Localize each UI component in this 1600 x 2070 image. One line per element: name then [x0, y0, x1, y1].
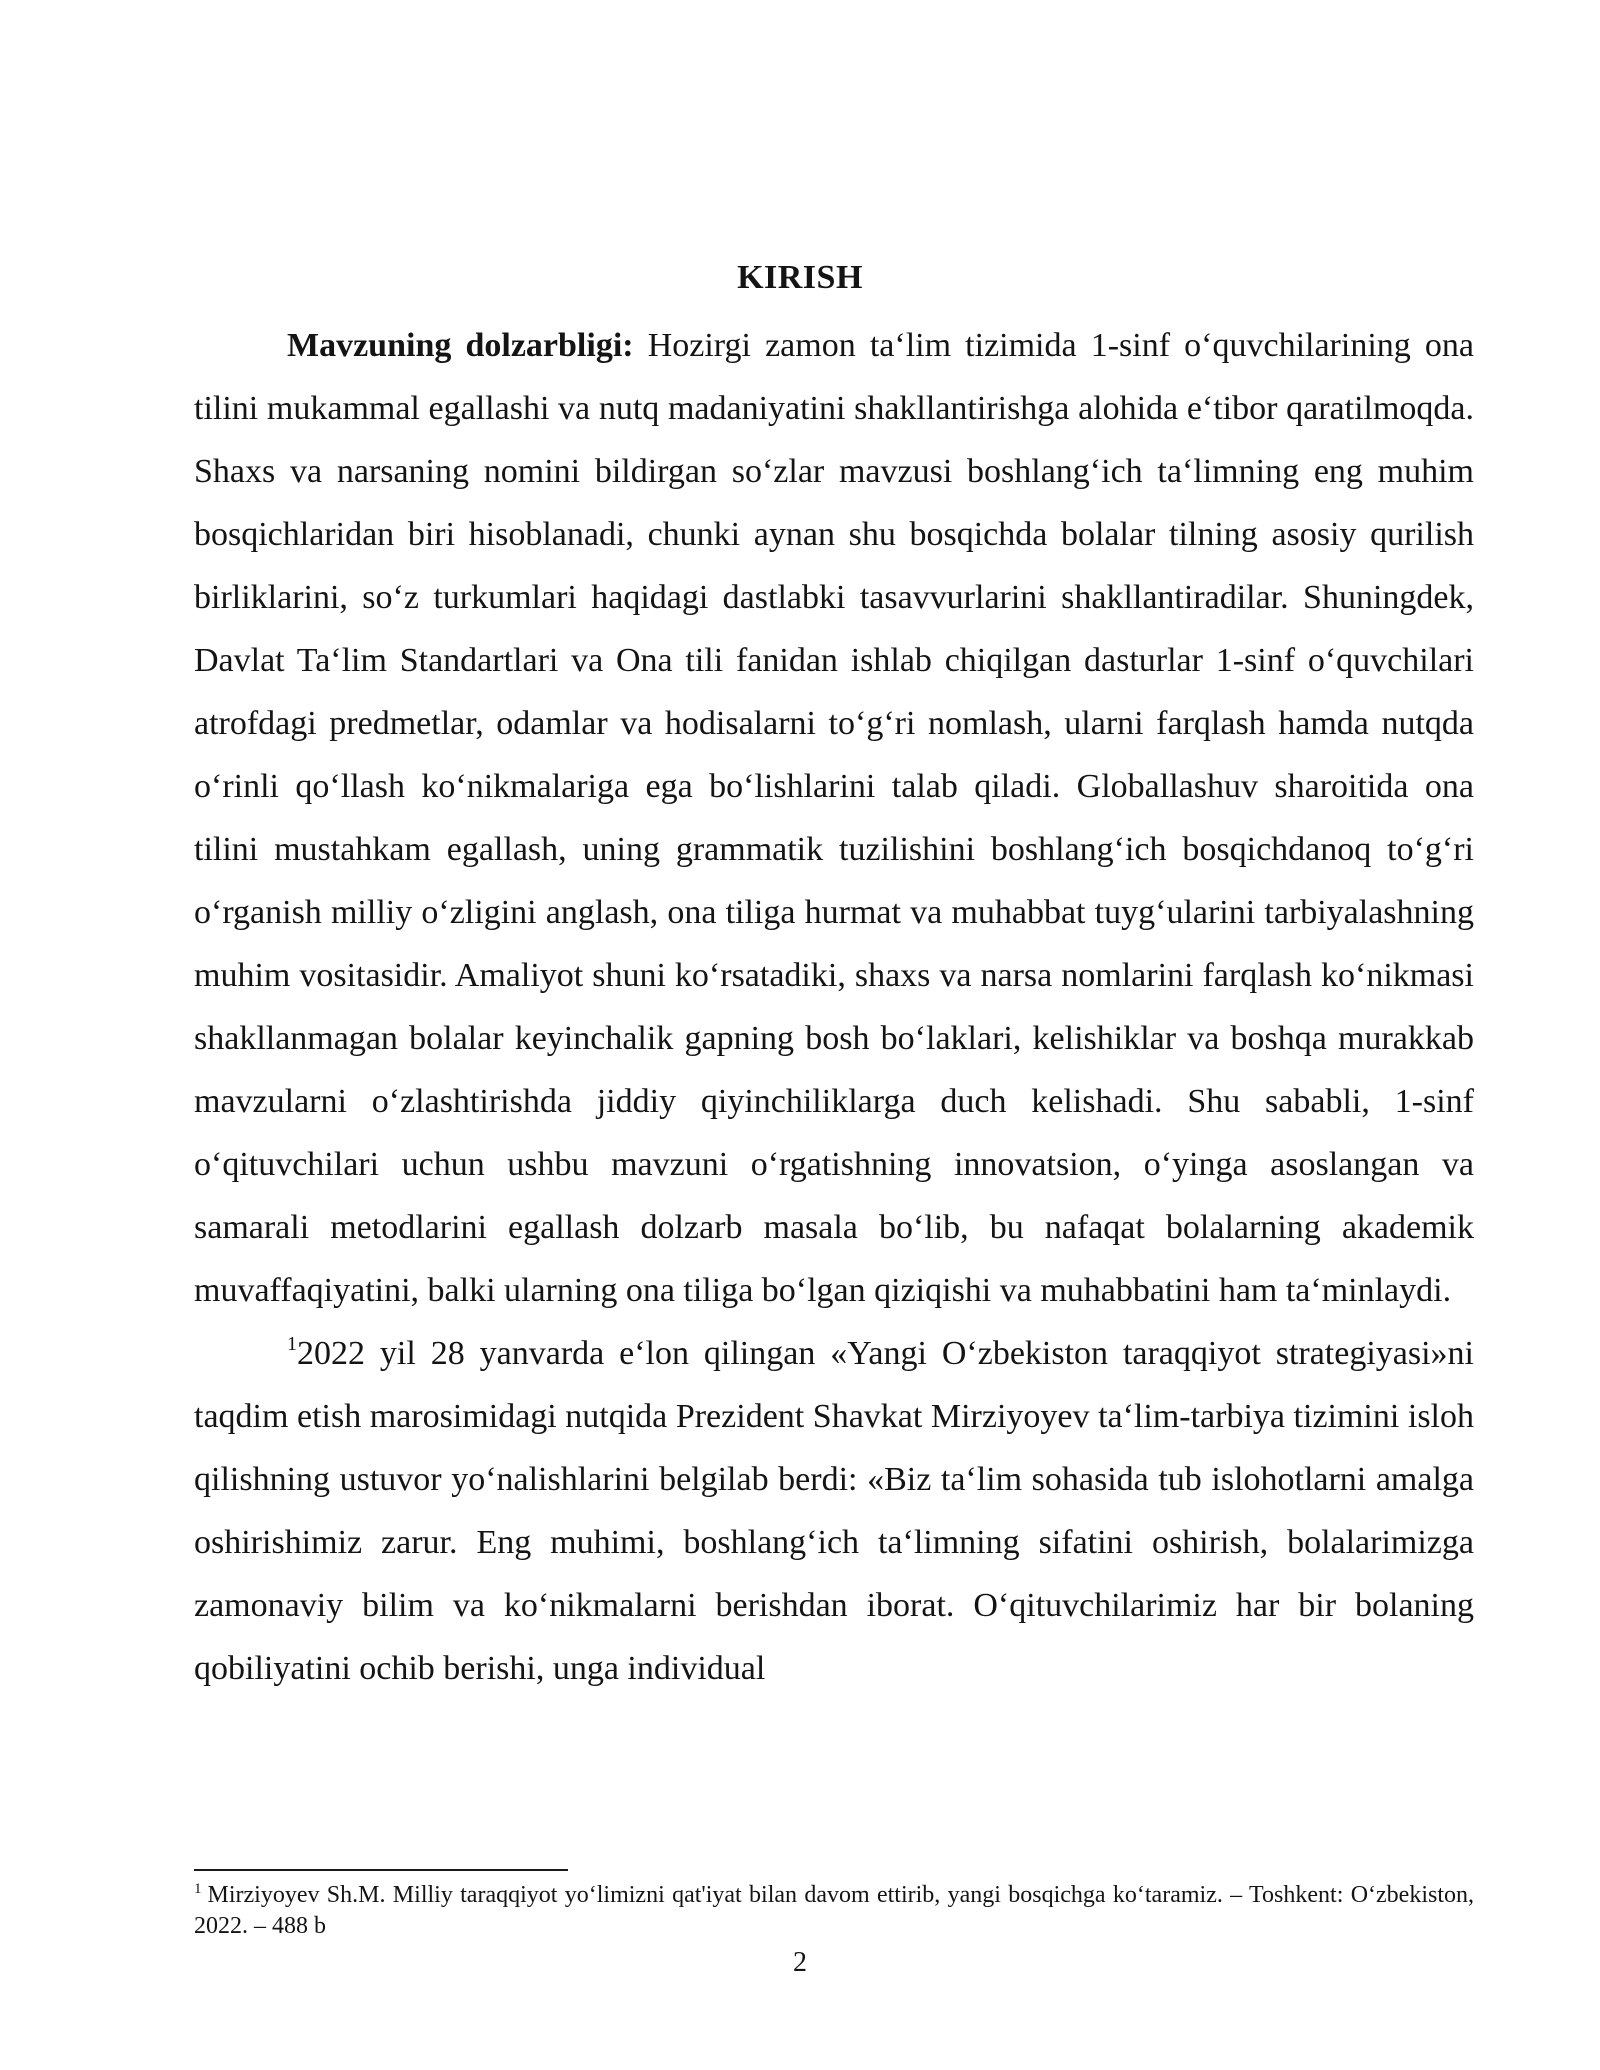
paragraph-text: Hozirgi zamon ta‘lim tizimida 1-sinf o‘quvchilarining ona tilini mukammal egallashi va nutq madaniyatini shakllantirishga alohida e‘tibor qaratilmoqda. Shaxs va narsaning nomini bildirgan so‘zlar mavzusi boshlang‘ich ta‘limning eng muhim bosqichlaridan biri hisoblanadi, chunki aynan shu bosqichda bolalar tilning asosiy qurilish birliklarini, so‘z turkumlari haqidagi dastlabki tasavvurlarini shakllantiradilar. Shuningdek, Davlat Ta‘lim Standartlari va Ona tili fanidan ishlab chiqilgan dasturlar 1-sinf o‘quvchilari atrofdagi predmetlar, odamlar va hodisalarni to‘g‘ri nomlash, ularni farqlash hamda nutqda o‘rinli qo‘llash ko‘nikmalariga ega bo‘lishlarini talab qiladi. Globallashuv sharoitida ona tilini mustahkam egallash, uning grammatik tuzilishini boshlang‘ich bosqichdanoq to‘g‘ri o‘rganish milliy o‘zligini anglash, ona tiliga hurmat va muhabbat tuyg‘ularini tarbiyalashning muhim vositasidir. Amaliyot shuni ko‘rsatadiki, shaxs va narsa nomlarini farqlash ko‘nikmasi shakllanmagan bolalar keyinchalik gapning bosh bo‘laklari, kelishiklar va boshqa murakkab mavzularni o‘zlashtirishda jiddiy qiyinchiliklarga duch kelishadi. Shu sababli, 1-sinf o‘qituvchilari uchun ushbu mavzuni o‘rgatishning innovatsion, o‘yinga asoslangan va samarali metodlarini egallash dolzarb masala bo‘lib, bu nafaqat bolalarning akademik muvaffaqiyatini, balki ularning ona tiliga bo‘lgan qiziqishi va muhabbatini ham ta‘minlaydi.	[194, 327, 1474, 1309]
footnote-reference[interactable]: 1	[287, 1333, 297, 1355]
page-title: KIRISH	[737, 259, 863, 296]
paragraph-relevance	[194, 314, 1474, 1322]
footnote-separator	[194, 1869, 568, 1871]
footnote	[194, 1880, 1474, 1942]
footnote-number: 1	[194, 1881, 202, 1897]
page-number: 2	[793, 1947, 807, 1978]
paragraph-lead: Mavzuning dolzarbligi:	[287, 327, 634, 364]
body-text	[194, 314, 1474, 1700]
footnote-text: Mirziyoyev Sh.M. Milliy taraqqiyot yo‘limizni qat'iyat bilan davom ettirib, yangi bosqichga ko‘taramiz. – Toshkent: O‘zbekiston, 2022. – 488 b	[194, 1882, 1474, 1939]
paragraph-text: 2022 yil 28 yanvarda e‘lon qilingan «Yangi O‘zbekiston taraqqiyot strategiyasi»ni taqdim etish marosimidagi nutqida Prezident Shavkat Mirziyoyev ta‘lim-tarbiya tizimini isloh qilishning ustuvor yo‘nalishlarini belgilab berdi: «Biz ta‘lim sohasida tub islohotlarni amalga oshirishimiz zarur. Eng muhimi, boshlang‘ich ta‘limning sifatini oshirish, bolalarimizga zamonaviy bilim va ko‘nikmalarni berishdan iborat. O‘qituvchilarimiz har bir bolaning qobiliyatini ochib berishi, unga individual	[194, 1335, 1474, 1687]
paragraph-strategy	[194, 1322, 1474, 1700]
